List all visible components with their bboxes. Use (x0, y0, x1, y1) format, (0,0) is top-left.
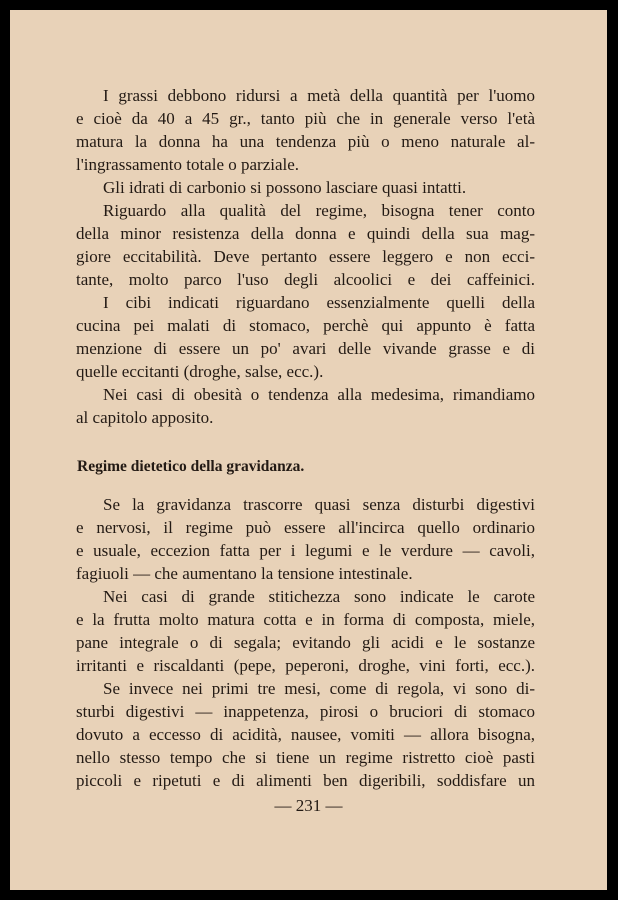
text-line: pane integrale o di segala; evitando gli acidi e le sostanze (76, 633, 535, 652)
text-line: e nervosi, il regime può essere all'incirca quello ordinario (76, 518, 535, 537)
text-line: e cioè da 40 a 45 gr., tanto più che in generale verso l'età (76, 109, 535, 128)
text-line: fagiuoli — che aumentano la tensione intestinale. (76, 564, 413, 583)
text-line: I cibi indicati riguardano essenzialmente quelli della (103, 293, 535, 312)
text-line: irritanti e riscaldanti (pepe, peperoni, droghe, vini forti, ecc.). (76, 656, 535, 675)
text-line: giore eccitabilità. Deve pertanto essere leggero e non ecci- (76, 247, 535, 266)
text-line: della minor resistenza della donna e quindi della sua mag- (76, 224, 535, 243)
text-line: tante, molto parco l'uso degli alcoolici e dei caffeinici. (76, 270, 535, 289)
text-line: I grassi debbono ridursi a metà della quantità per l'uomo (103, 86, 535, 105)
section-heading: Regime dietetico della gravidanza. (77, 458, 305, 475)
text-line: Riguardo alla qualità del regime, bisogna tener conto (103, 201, 535, 220)
text-line: menzione di essere un po' avari delle vivande grasse e di (76, 339, 535, 358)
book-page (10, 10, 607, 890)
text-line: sturbi digestivi — inappetenza, pirosi o bruciori di stomaco (76, 702, 535, 721)
text-line: piccoli e ripetuti e di alimenti ben digeribili, soddisfare un (76, 771, 535, 790)
text-line: l'ingrassamento totale o parziale. (76, 155, 300, 174)
text-line: Nei casi di grande stitichezza sono indicate le carote (103, 587, 535, 606)
text-line: Nei casi di obesità o tendenza alla medesima, rimandiamo (103, 385, 535, 404)
text-line: al capitolo apposito. (76, 408, 214, 427)
text-line: e la frutta molto matura cotta e in forma di composta, miele, (76, 610, 535, 629)
page-number: — 231 — (274, 796, 343, 815)
text-line: Se la gravidanza trascorre quasi senza disturbi digestivi (103, 495, 535, 514)
text-line: Se invece nei primi tre mesi, come di regola, vi sono di- (103, 679, 535, 698)
text-line: e usuale, eccezion fatta per i legumi e le verdure — cavoli, (76, 541, 535, 560)
text-line: matura la donna ha una tendenza più o meno naturale al- (76, 132, 535, 151)
text-line: nello stesso tempo che si tiene un regime ristretto cioè pasti (76, 748, 535, 767)
text-line: cucina pei malati di stomaco, perchè qui appunto è fatta (76, 316, 535, 335)
text-line: Gli idrati di carbonio si possono lasciare quasi intatti. (103, 178, 467, 197)
text-line: quelle eccitanti (droghe, salse, ecc.). (76, 362, 324, 381)
text-line: dovuto a eccesso di acidità, nausee, vomiti — allora bisogna, (76, 725, 535, 744)
